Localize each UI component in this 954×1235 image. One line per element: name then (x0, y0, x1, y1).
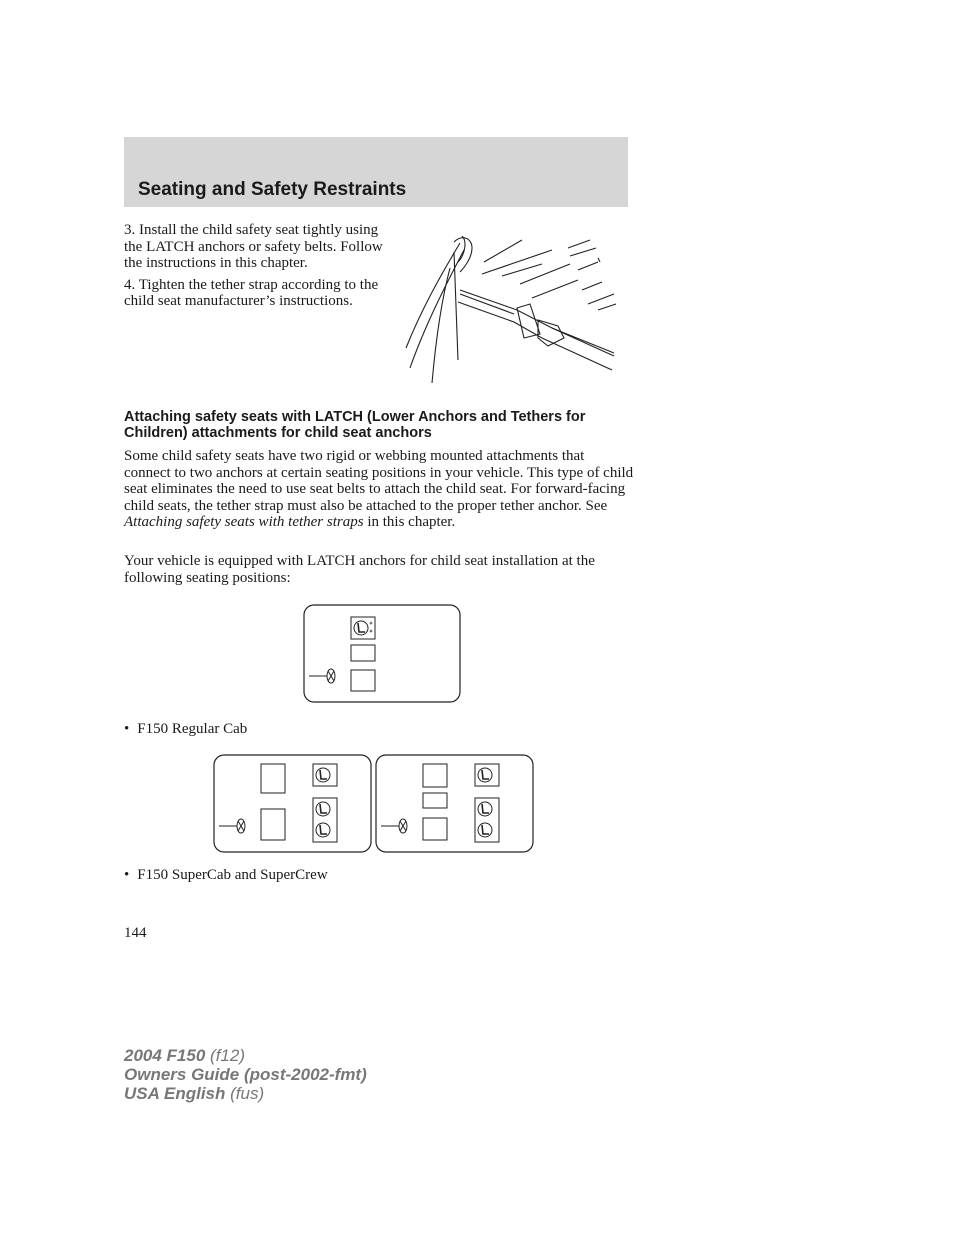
front-passenger-seat-box (423, 818, 447, 840)
latch-section-heading: Attaching safety seats with LATCH (Lower Anchors and Tethers for Children) attachments for child seat anchors (124, 409, 586, 441)
latch-description-start: Some child safety seats have two rigid or webbing mounted attachments that connect to two anchors at certain seating positions in your vehicle. This type of child seat eliminates the need to use seat belts to attach the child seat. For forward-facing child seats, the tether strap must also be attached to the proper tether anchor. See (124, 448, 634, 514)
latch-anchor-icon (351, 617, 375, 639)
step-3: 3. Install the child safety seat tightly using the LATCH anchors or safety belts. Follow the instructions in this chapter. (124, 222, 383, 271)
regular-cab-seat-diagram (303, 604, 461, 704)
latch-anchor-icon (475, 764, 499, 786)
supercab-label: F150 SuperCab and SuperCrew (137, 867, 328, 883)
center-seat-box (423, 793, 447, 808)
footer-language-code: (fus) (230, 1084, 265, 1103)
install-steps (124, 222, 386, 315)
center-seat-box (351, 645, 375, 661)
footer-model-code: (f12) (210, 1046, 245, 1065)
tether-strap-illustration (402, 228, 620, 388)
latch-positions-intro: Your vehicle is equipped with LATCH anchors for child seat installation at the following seating positions: (124, 553, 595, 586)
step-4: 4. Tighten the tether strap according to the child seat manufacturer’s instructions. (124, 276, 379, 309)
footer-language: USA English (124, 1084, 226, 1103)
front-seat-box (261, 764, 285, 793)
regular-cab-label: F150 Regular Cab (137, 721, 248, 737)
page-number: 144 (124, 925, 147, 941)
tether-straps-reference: Attaching safety seats with tether straps (124, 514, 364, 530)
passenger-seat-box (351, 670, 375, 691)
latch-description (124, 448, 634, 531)
chapter-title: Seating and Safety Restraints (138, 179, 407, 200)
supercab-caption: • F150 SuperCab and SuperCrew (124, 867, 328, 883)
front-passenger-seat-box (261, 809, 285, 840)
latch-anchor-icon (313, 764, 337, 786)
regular-cab-caption: • F150 Regular Cab (124, 721, 248, 737)
latch-anchor-icon (475, 798, 499, 842)
footer-model: 2004 F150 (124, 1046, 206, 1065)
document-footer (124, 1046, 367, 1103)
latch-description-end: in this chapter. (363, 514, 456, 530)
footer-guide: Owners Guide (post-2002-fmt) (124, 1065, 367, 1084)
supercrew-seat-diagram (375, 754, 535, 854)
latch-anchor-icon (313, 798, 337, 842)
supercab-seat-diagram (213, 754, 373, 854)
front-seat-box (423, 764, 447, 787)
chapter-header-band (124, 137, 628, 207)
